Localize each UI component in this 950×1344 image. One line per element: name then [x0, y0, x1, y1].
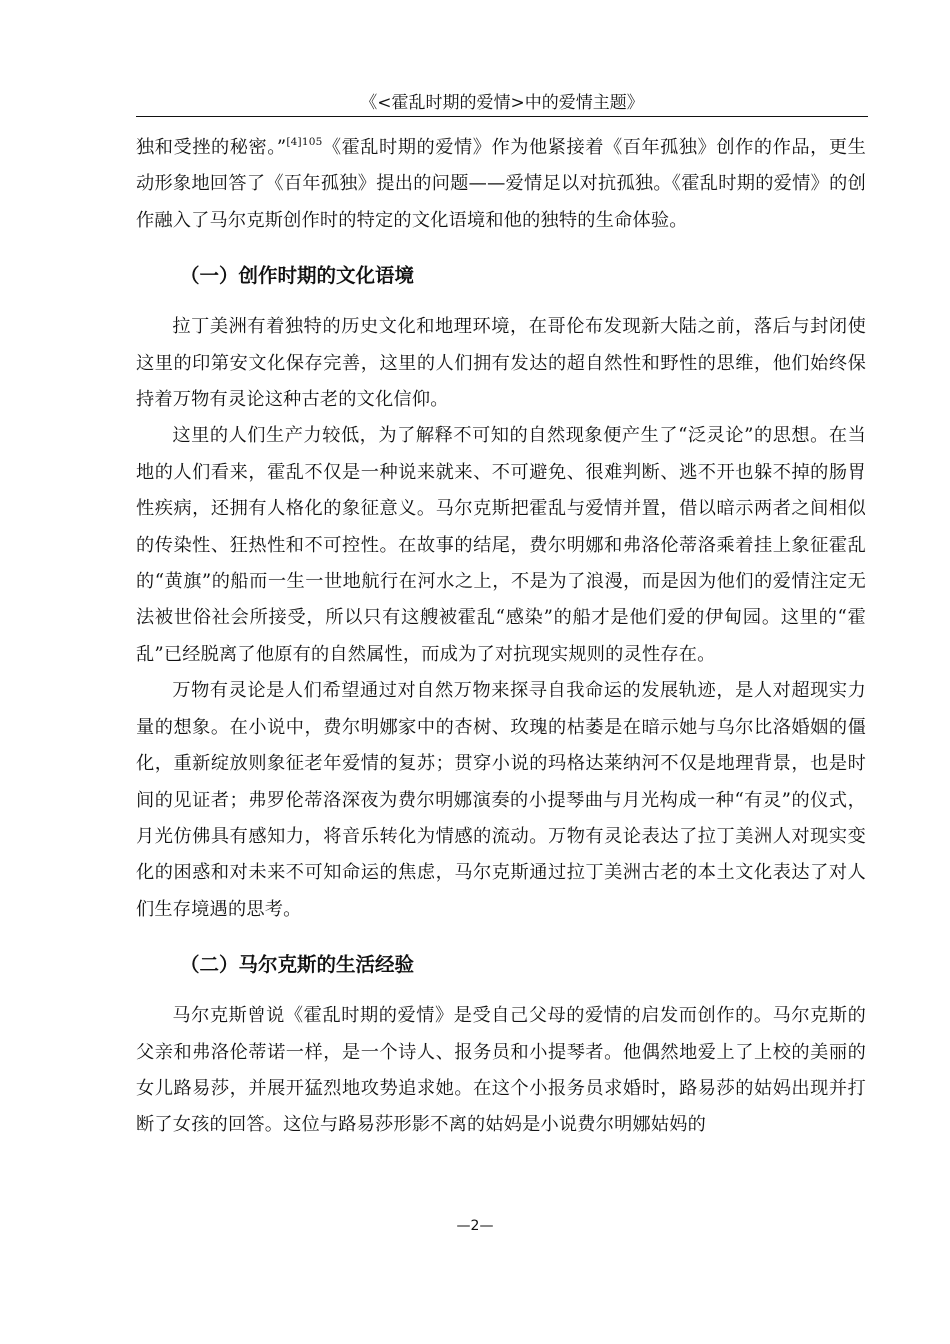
paragraph: 马尔克斯曾说《霍乱时期的爱情》是受自己父母的爱情的启发而创作的。马尔克斯的父亲和弗洛伦蒂诺一样，是一个诗人、报务员和小提琴者。他偶然地爱上了上校的美丽的女儿路易莎，并展开猛烈地攻势追求她。在这个小报务员求婚时，路易莎的姑妈出现并打断了女孩的回答。这位与路易莎形影不离的姑妈是小说费尔明娜姑妈的 [136, 1005, 866, 1136]
paragraph: 拉丁美洲有着独特的历史文化和地理环境，在哥伦布发现新大陆之前，落后与封闭使这里的印第安文化保存完善，这里的人们拥有发达的超自然性和野性的思维，他们始终保持着万物有灵论这种古老的文化信仰。 [136, 316, 866, 411]
section-heading-life-experience: （二）马尔克斯的生活经验 [180, 953, 415, 977]
citation-superscript: [4]105 [286, 136, 323, 148]
paragraph-text: 《霍乱时期的爱情》作为他紧接着《百年孤独》创作的作品，更生动形象地回答了《百年孤独》提出的问题——爱情足以对抗孤独。《霍乱时期的爱情》的创作融入了马尔克斯创作时的特定的文化语境和他的独特的生命体验。 [136, 137, 866, 231]
paragraph-text: 独和受挫的秘密。” [136, 137, 287, 158]
page-number: —2— [456, 1218, 494, 1234]
body-text [136, 130, 866, 1144]
running-header-title: 《<霍乱时期的爱情>中的爱情主题》 [360, 93, 644, 113]
paragraph: 万物有灵论是人们希望通过对自然万物来探寻自我命运的发展轨迹，是人对超现实力量的想象。在小说中，费尔明娜家中的杏树、玫瑰的枯萎是在暗示她与乌尔比洛婚姻的僵化，重新绽放则象征老年爱情的复苏；贯穿小说的玛格达莱纳河不仅是地理背景，也是时间的见证者；弗罗伦蒂洛深夜为费尔明娜演奏的小提琴曲与月光构成一种“有灵”的仪式，月光仿佛具有感知力，将音乐转化为情感的流动。万物有灵论表达了拉丁美洲人对现实变化的困惑和对未来不可知命运的焦虑，马尔克斯通过拉丁美洲古老的本土文化表达了对人们生存境遇的思考。 [136, 680, 866, 920]
section-heading-cultural-context: （一）创作时期的文化语境 [180, 264, 415, 288]
paragraph: 这里的人们生产力较低，为了解释不可知的自然现象便产生了“泛灵论”的思想。在当地的人们看来，霍乱不仅是一种说来就来、不可避免、很难判断、逃不开也躲不掉的肠胃性疾病，还拥有人格化的象征意义。马尔克斯把霍乱与爱情并置，借以暗示两者之间相似的传染性、狂热性和不可控性。在故事的结尾，费尔明娜和弗洛伦蒂洛乘着挂上象征霍乱的“黄旗”的船而一生一世地航行在河水之上，不是为了浪漫，而是因为他们的爱情注定无法被世俗社会所接受，所以只有这艘被霍乱“感染”的船才是他们爱的伊甸园。这里的“霍乱”已经脱离了他原有的自然属性，而成为了对抗现实规则的灵性存在。 [136, 425, 866, 665]
header-divider [136, 116, 868, 117]
paragraph-continuation [136, 130, 866, 239]
